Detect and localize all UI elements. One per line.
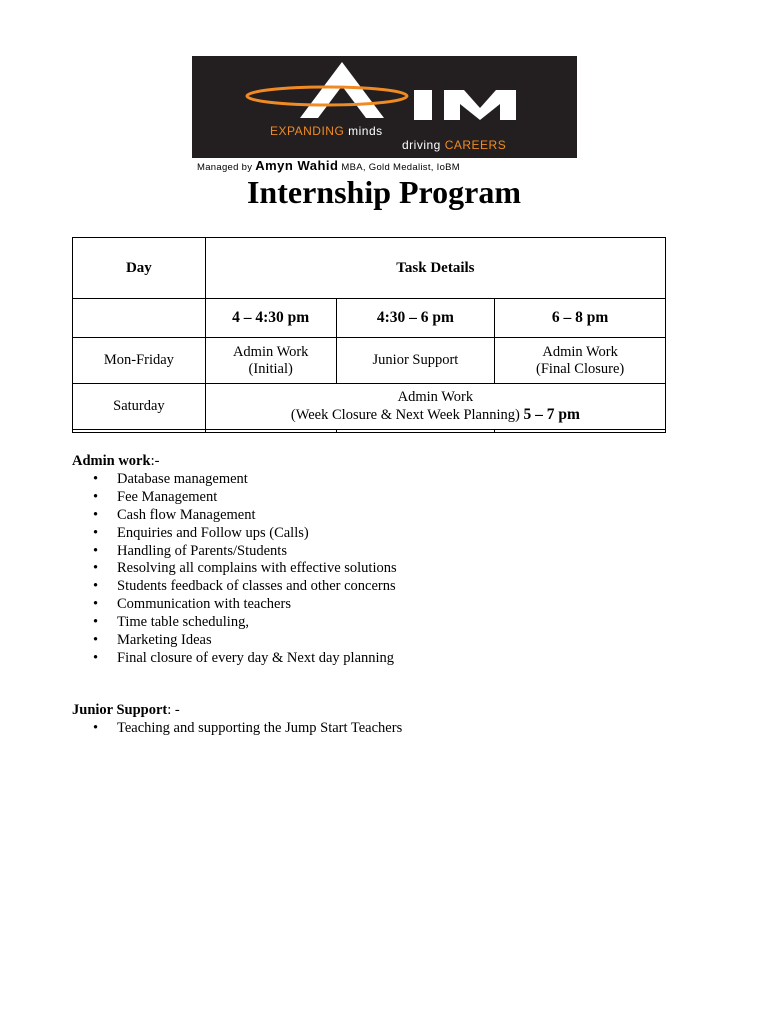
day-cell: Saturday (73, 384, 206, 430)
managed-by-line: Managed by Amyn Wahid MBA, Gold Medalist, IoBM (197, 158, 461, 173)
logo-tagline-line2: driving CAREERS (402, 138, 507, 152)
list-item: • Time table scheduling, (117, 614, 397, 632)
logo-a-shape (300, 62, 384, 118)
header-task-details: Task Details (205, 238, 665, 299)
logo-graphic (192, 56, 577, 158)
list-item: • Cash flow Management (117, 507, 397, 525)
list-item: • Communication with teachers (117, 596, 397, 614)
table-row (73, 338, 666, 384)
junior-support-list (72, 720, 402, 738)
task-cell: Junior Support (336, 338, 495, 384)
admin-work-list (72, 471, 397, 668)
list-item: • Fee Management (117, 489, 397, 507)
empty-cell (73, 299, 206, 338)
section-heading: Junior Support: - (72, 702, 180, 718)
list-item: • Resolving all complains with effective solutions (117, 560, 397, 578)
time-slot-row (73, 299, 666, 338)
task-cell: Admin Work (Initial) (205, 338, 336, 384)
table-header-row (73, 238, 666, 299)
table-row (73, 384, 666, 430)
list-item: • Final closure of every day & Next day planning (117, 650, 397, 668)
page-title: Internship Program (246, 174, 522, 210)
schedule-table (72, 237, 666, 433)
time-slot: 6 – 8 pm (495, 299, 666, 338)
list-item: • Marketing Ideas (117, 632, 397, 650)
table-tail-row (73, 430, 666, 433)
logo-tagline-line1: EXPANDING minds (270, 124, 383, 138)
task-cell: Admin Work (Week Closure & Next Week Planning) 5 – 7 pm (205, 384, 665, 430)
aim-logo (192, 56, 577, 158)
admin-work-section (72, 453, 397, 668)
list-item: • Enquiries and Follow ups (Calls) (117, 525, 397, 543)
junior-support-section (72, 702, 402, 738)
day-cell: Mon-Friday (73, 338, 206, 384)
logo-i-shape (414, 90, 432, 120)
header-day: Day (73, 238, 206, 299)
logo-m-shape (444, 90, 516, 120)
task-cell: Admin Work (Final Closure) (495, 338, 666, 384)
time-slot: 4:30 – 6 pm (336, 299, 495, 338)
list-item: • Database management (117, 471, 397, 489)
list-item: • Teaching and supporting the Jump Start Teachers (117, 720, 402, 738)
time-slot: 4 – 4:30 pm (205, 299, 336, 338)
section-heading: Admin work:- (72, 453, 160, 469)
list-item: • Handling of Parents/Students (117, 543, 397, 561)
list-item: • Students feedback of classes and other concerns (117, 578, 397, 596)
